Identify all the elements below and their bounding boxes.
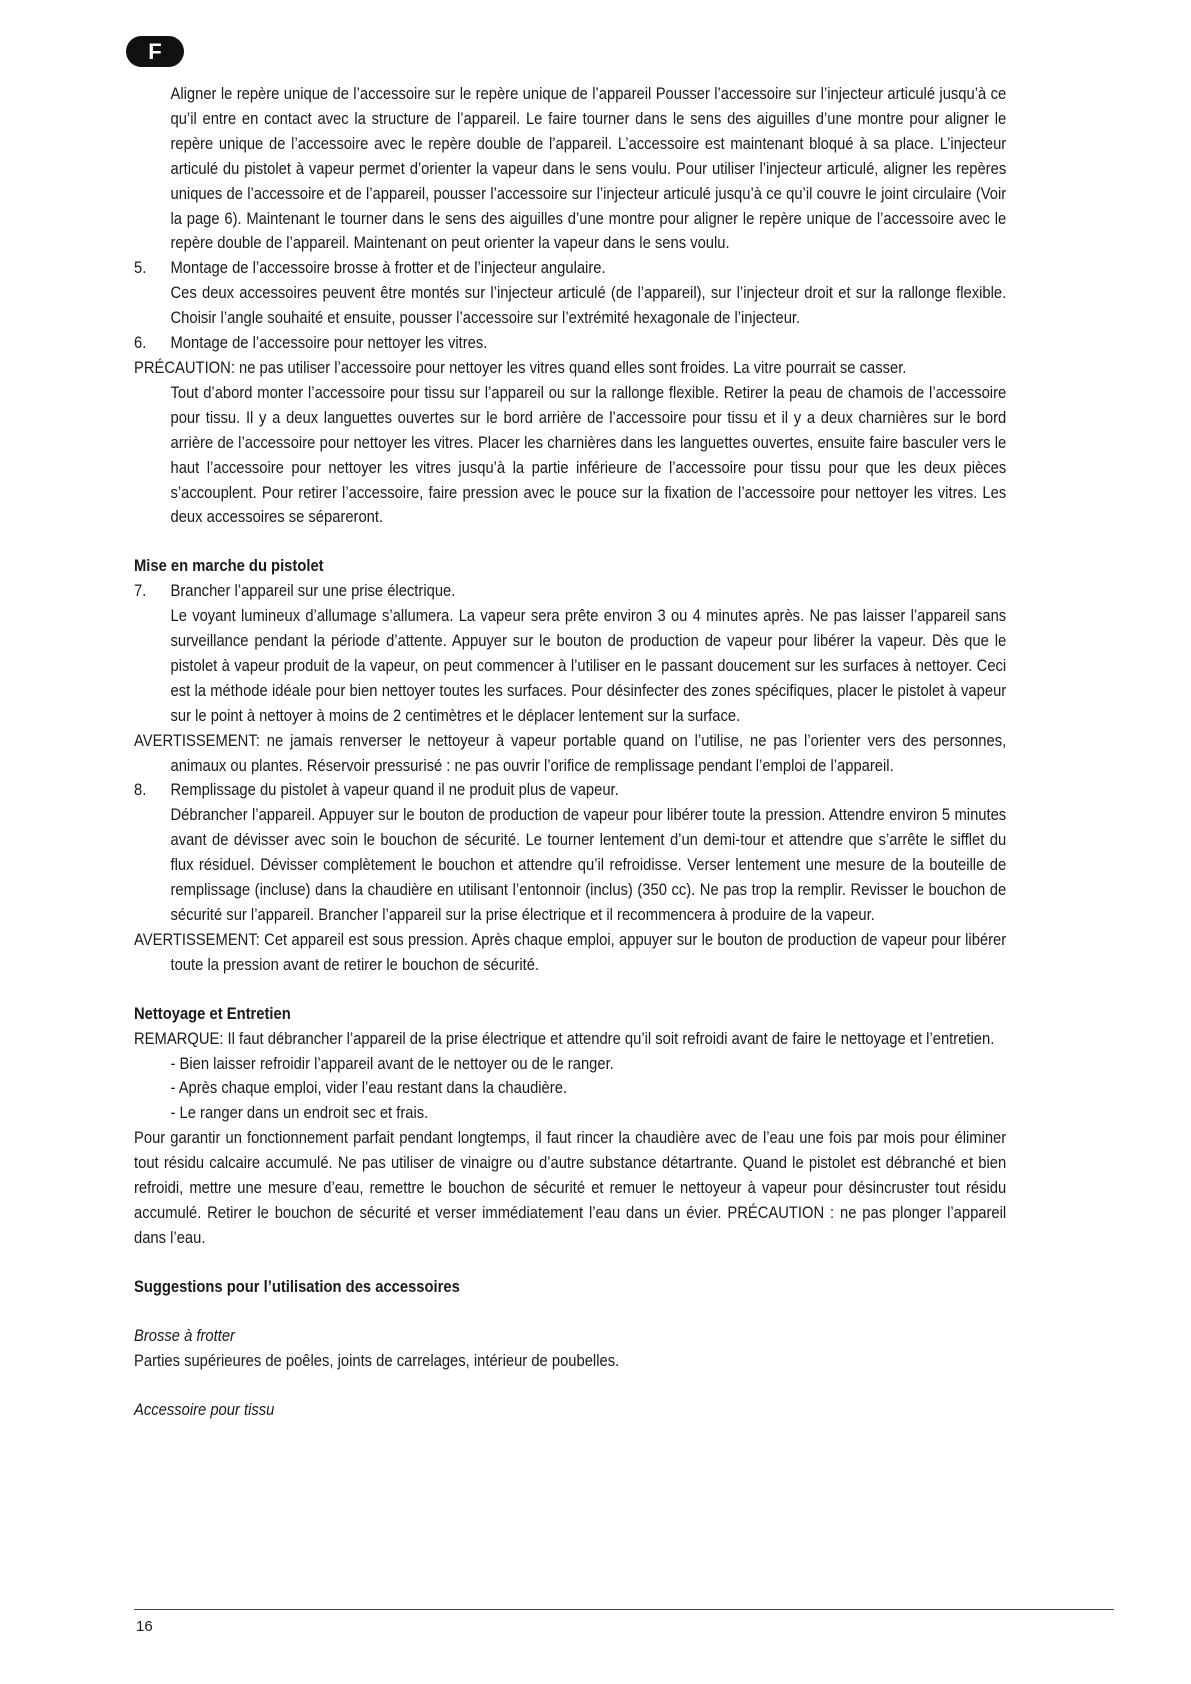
caution-note: PRÉCAUTION: ne pas utiliser l’accessoire pour nettoyer les vitres quand elles sont froides. La vitre pourrait se casser. <box>134 357 907 377</box>
warning-note: AVERTISSEMENT: Cet appareil est sous pression. Après chaque emploi, appuyer sur le bouton de production de vapeur pour libérer toute la pression avant de retirer le bouchon de sécurité. <box>134 929 1007 974</box>
paragraph-refilling: Débrancher l’appareil. Appuyer sur le bouton de production de vapeur pour libérer toute la pression. Attendre environ 5 minutes avant de dévisser avec soin le bouchon de sécurité. Le tourner lentement d’un demi-tour et attendre que s’arrête le sifflet du flux résiduel. Dévisser complètement le bouchon et attendre qu’il refroidisse. Verser lentement une mesure de la bouteille de remplissage (incluse) dans la chaudière en utilisant l’entonnoir (inclus) (350 cc). Ne pas trop la remplir. Revisser le bouchon de sécurité sur l’appareil. Brancher l’appareil sur la prise électrique et il recommencera à produire de la vapeur. <box>170 805 1007 924</box>
list-item-title: Montage de l’accessoire brosse à frotter et de l’injecteur angulaire. <box>170 258 606 278</box>
remark-note: REMARQUE: Il faut débrancher l’appareil de la prise électrique et attendre qu’il soit refroidi avant de faire le nettoyage et l’entretien. <box>134 1028 995 1048</box>
paragraph-power-on: Le voyant lumineux d’allumage s’allumera. La vapeur sera prête environ 3 ou 4 minutes après. Ne pas laisser l’appareil sans surveillance pendant la période d’attente. Appuyer sur le bouton de production de vapeur pour libérer la vapeur. Dès que le pistolet à vapeur produit de la vapeur, on peut commencer à l’utiliser en le passant doucement sur les surfaces à nettoyer. Ceci est la méthode idéale pour bien nettoyer toutes les surfaces. Pour désinfecter des zones spécifiques, placer le pistolet à vapeur sur le point à nettoyer à moins de 2 centimètres et le déplacer lentement sur la surface. <box>170 606 1007 725</box>
list-number: 7. <box>134 581 147 601</box>
list-item-6 <box>134 331 1006 356</box>
language-badge: F <box>126 36 184 67</box>
list-number: 6. <box>134 333 147 353</box>
paragraph-brush-mounting: Ces deux accessoires peuvent être montés sur l’injecteur articulé (de l’appareil), sur l’injecteur droit et sur la rallonge flexible. Choisir l’angle souhaité et ensuite, pousser l’accessoire sur l’extrémité hexagonale de l’injecteur. <box>170 283 1007 328</box>
list-item-8 <box>134 778 1006 803</box>
dash-item: - Bien laisser refroidir l’appareil avant de le nettoyer ou de le ranger. <box>170 1053 614 1073</box>
section-heading-suggestions: Suggestions pour l’utilisation des accessoires <box>134 1276 460 1296</box>
section-heading-start: Mise en marche du pistolet <box>134 556 324 576</box>
paragraph-maintenance: Pour garantir un fonctionnement parfait pendant longtemps, il faut rincer la chaudière avec de l’eau une fois par mois pour éliminer tout résidu calcaire accumulé. Ne pas utiliser de vinaigre ou d’autre substance détartrante. Quand le pistolet est débranché et bien refroidi, mettre une mesure d’eau, remettre le bouchon de sécurité et remuer le nettoyeur à vapeur pour désincruster tout résidu accumulé. Retirer le bouchon de sécurité et verser immédiatement l’eau dans un évier. PRÉCAUTION : ne pas plonger l’appareil dans l’eau. <box>134 1128 1007 1247</box>
dash-item: - Le ranger dans un endroit sec et frais. <box>170 1103 429 1123</box>
footer-divider <box>134 1609 1114 1610</box>
list-item-title: Montage de l’accessoire pour nettoyer les vitres. <box>170 333 488 353</box>
list-item-7 <box>134 579 1006 604</box>
dash-item: - Après chaque emploi, vider l’eau restant dans la chaudière. <box>170 1078 568 1098</box>
document-body <box>134 82 1006 1422</box>
list-item-5 <box>134 256 1006 281</box>
list-number: 8. <box>134 780 147 800</box>
section-heading-cleaning: Nettoyage et Entretien <box>134 1003 291 1023</box>
list-item-title: Brancher l’appareil sur une prise électrique. <box>170 581 456 601</box>
subheading-fabric: Accessoire pour tissu <box>134 1399 275 1419</box>
page-number: 16 <box>136 1618 153 1635</box>
paragraph-attachment-alignment: Aligner le repère unique de l’accessoire sur le repère unique de l’appareil Pousser l’accessoire sur l’injecteur articulé jusqu’à ce qu’il entre en contact avec la structure de l’appareil. Le faire tourner dans le sens des aiguilles d’une montre pour aligner le repère unique de l’accessoire avec le repère double de l’appareil. L’accessoire est maintenant bloqué à sa place. L’injecteur articulé du pistolet à vapeur permet d’orienter la vapeur dans le sens voulu. Pour utiliser l’injecteur articulé, aligner les repères uniques de l’accessoire et de l’appareil, pousser l’accessoire sur l’injecteur articulé jusqu’à ce qu’il couvre le joint circulaire (Voir la page 6). Maintenant le tourner dans le sens des aiguilles d’une montre pour aligner le repère unique de l’accessoire avec le repère double de l’appareil. Maintenant on peut orienter la vapeur dans le sens voulu. <box>170 84 1007 253</box>
subheading-brush: Brosse à frotter <box>134 1325 235 1345</box>
paragraph-window-accessory: Tout d’abord monter l’accessoire pour tissu sur l’appareil ou sur la rallonge flexible. Retirer la peau de chamois de l’accessoire pour tissu. Il y a deux languettes ouvertes sur le bord arrière de l’accessoire pour tissu et il y a deux charnières sur le bord arrière de l’accessoire pour nettoyer les vitres. Placer les charnières dans les languettes ouvertes, ensuite faire basculer vers le haut l’accessoire pour nettoyer les vitres jusqu’à la partie inférieure de l’accessoire pour tissu pour que les deux pièces s’accouplent. Pour retirer l’accessoire, faire pression avec le pouce sur la fixation de l’accessoire pour nettoyer les vitres. Les deux accessoires se sépareront. <box>170 382 1007 527</box>
paragraph-brush-uses: Parties supérieures de poêles, joints de carrelages, intérieur de poubelles. <box>134 1350 620 1370</box>
warning-note: AVERTISSEMENT: ne jamais renverser le nettoyeur à vapeur portable quand on l’utilise, ne pas l’orienter vers des personnes, animaux ou plantes. Réservoir pressurisé : ne pas ouvrir l’orifice de remplissage pendant l’emploi de l’appareil. <box>134 730 1007 775</box>
list-number: 5. <box>134 258 147 278</box>
list-item-title: Remplissage du pistolet à vapeur quand il ne produit plus de vapeur. <box>170 780 619 800</box>
